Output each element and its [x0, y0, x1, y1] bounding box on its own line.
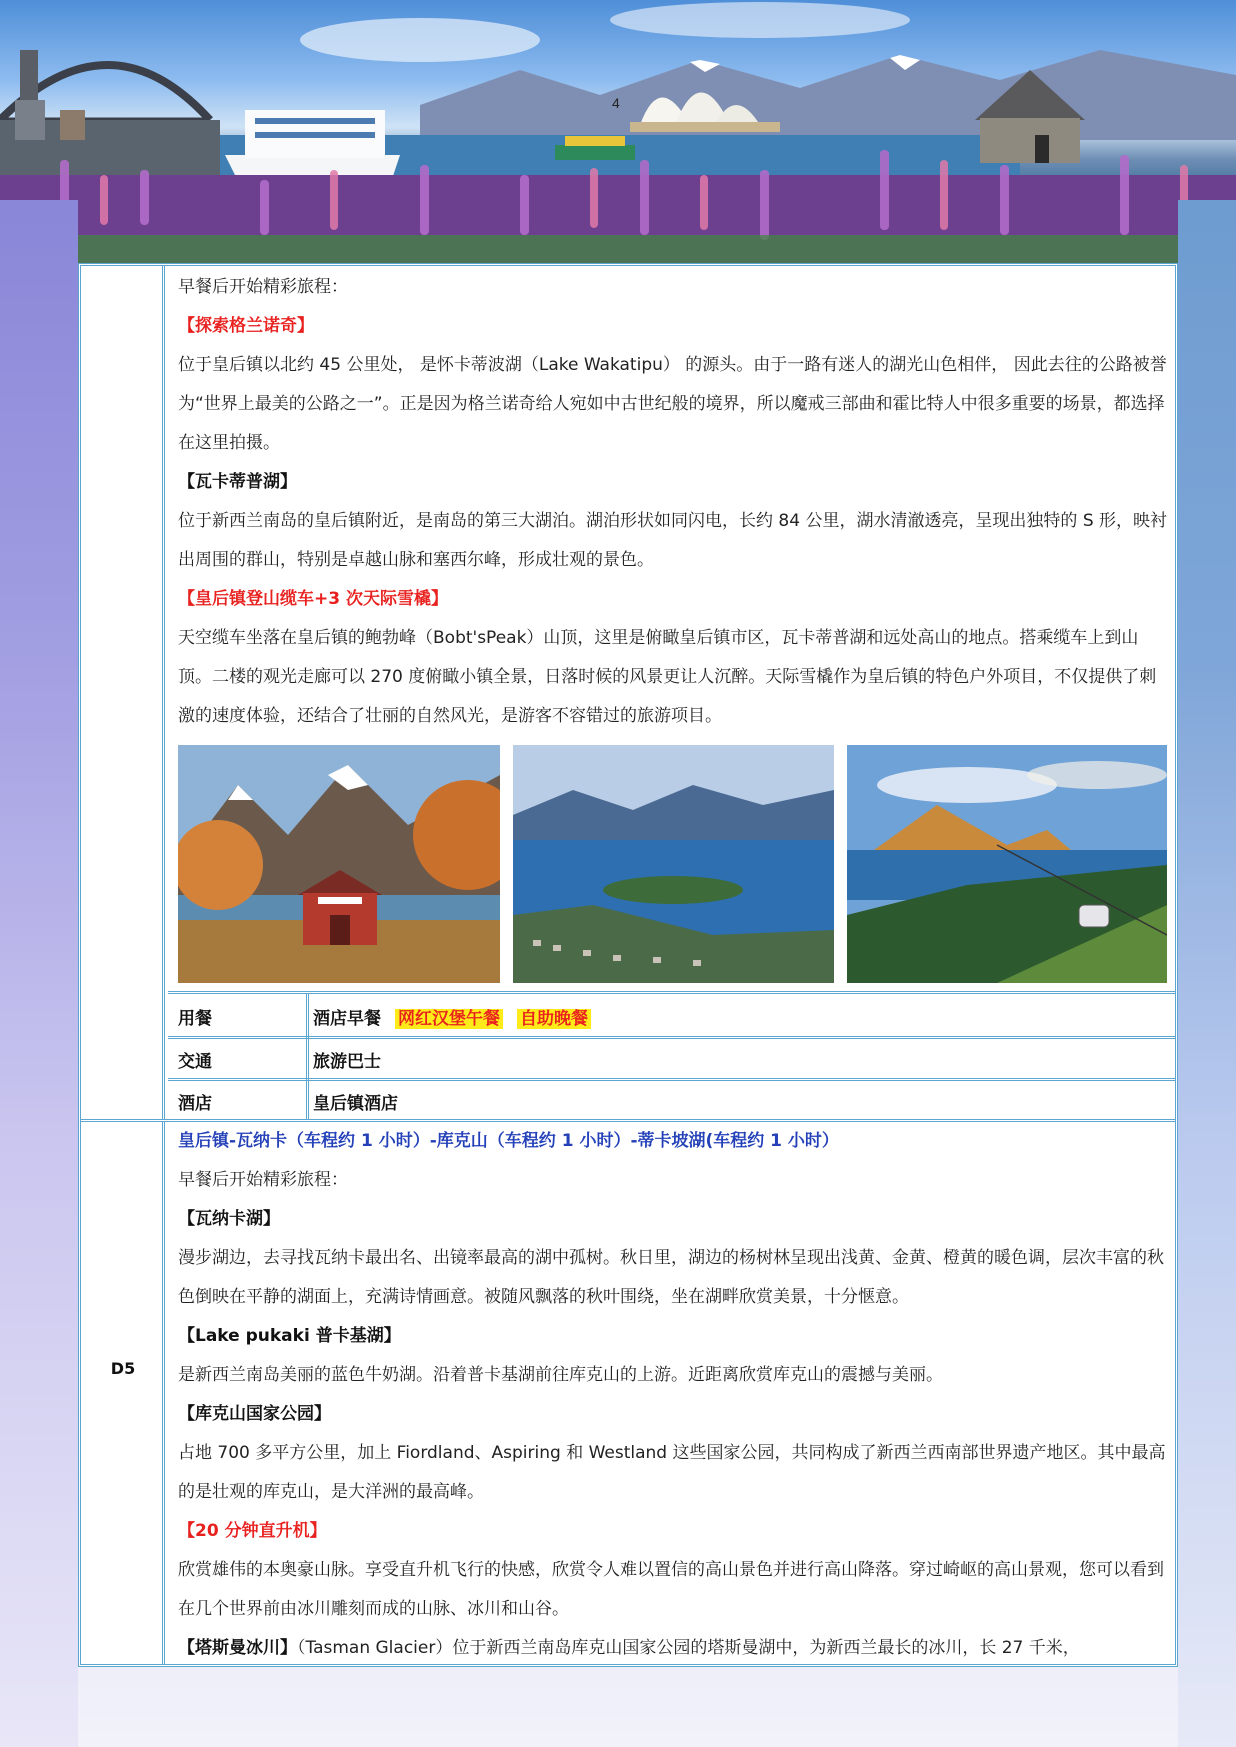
day5-column — [81, 1122, 165, 1664]
section-text-tasman: （Tasman Glacier）位于新西兰南岛库克山国家公园的塔斯曼湖中，为新西兰最长的冰川，长 27 千米， — [297, 1638, 1080, 1658]
section-tasman-glacier — [178, 1629, 1168, 1668]
section-text-helicopter: 欣赏雄伟的本奥豪山脉。享受直升机飞行的快感，欣赏令人难以置信的高山景色并进行高山降落。穿过崎岖的高山景观，您可以看到在几个世界前由冰川雕刻而成的山脉、冰川和山谷。 — [178, 1560, 1164, 1619]
section-title-wakatipu: 【瓦卡蒂普湖】 — [178, 472, 297, 492]
transport-row — [168, 1039, 1175, 1079]
section-title-helicopter: 【20 分钟直升机】 — [178, 1521, 327, 1541]
section-title-glenorchy: 【探索格兰诺奇】 — [178, 316, 314, 336]
prev-day-intro: 早餐后开始精彩旅程： — [178, 277, 348, 297]
day5-route: 皇后镇-瓦纳卡（车程约 1 小时）-库克山（车程约 1 小时）-蒂卡坡湖(车程约 1 小时） — [178, 1131, 839, 1151]
section-title-mount-cook: 【库克山国家公园】 — [178, 1404, 331, 1424]
hotel-row — [168, 1081, 1175, 1119]
section-text-wanaka: 漫步湖边，去寻找瓦纳卡最出名、出镜率最高的湖中孤树。秋日里，湖边的杨树林呈现出浅黄、金黄、橙黄的暖色调，层次丰富的秋色倒映在平静的湖面上，充满诗情画意。被随风飘落的秋叶围绕，坐在湖畔欣赏美景，十分惬意。 — [178, 1248, 1164, 1307]
day5-label: D5 — [110, 1359, 136, 1378]
day5-intro: 早餐后开始精彩旅程： — [178, 1170, 348, 1190]
transport-label: 交通 — [178, 1052, 212, 1072]
right-decorative-band — [1178, 200, 1236, 1747]
page-number: 4 — [612, 95, 620, 111]
hotel-label: 酒店 — [178, 1094, 212, 1114]
section-title-gondola: 【皇后镇登山缆车+3 次天际雪橇】 — [178, 589, 448, 609]
section-text-wakatipu: 位于新西兰南岛的皇后镇附近，是南岛的第三大湖泊。湖泊形状如同闪电，长约 84 公里，湖水清澈透亮，呈现出独特的 S 形，映衬出周围的群山，特别是卓越山脉和塞西尔峰，形成壮观的景色。 — [178, 511, 1168, 570]
prev-day-column — [81, 266, 165, 1119]
section-title-pukaki: 【Lake pukaki 普卡基湖】 — [178, 1326, 401, 1346]
section-title-wanaka: 【瓦纳卡湖】 — [178, 1209, 280, 1229]
section-title-tasman: 【塔斯曼冰川】 — [178, 1638, 297, 1658]
photo-glenorchy-shed — [178, 745, 500, 983]
section-text-glenorchy: 位于皇后镇以北约 45 公里处， 是怀卡蒂波湖（Lake Wakatipu） 的源头。由于一路有迷人的湖光山色相伴， 因此去往的公路被誉为“世界上最美的公路之一”。正是因为格兰诺奇给人宛如中古世纪般的境界，所以魔戒三部曲和霍比特人中很多重要的场景，都选择在这里拍摄。 — [178, 355, 1167, 453]
photo-queenstown-lake — [513, 745, 834, 983]
meal-dinner-highlight: 自助晚餐 — [517, 1009, 591, 1029]
scenic-collage-illustration — [0, 0, 1236, 265]
meal-row — [168, 994, 1175, 1036]
meal-value — [313, 1004, 591, 1029]
meal-breakfast: 酒店早餐 — [313, 1009, 381, 1029]
section-text-gondola: 天空缆车坐落在皇后镇的鲍勃峰（Bobt'sPeak）山顶，这里是俯瞰皇后镇市区，瓦卡蒂普湖和远处高山的地点。搭乘缆车上到山顶。二楼的观光走廊可以 270 度俯瞰小镇全景，日落时候的风景更让人沉醉。天际雪橇作为皇后镇的特色户外项目，不仅提供了刺激的速度体验，还结合了壮丽的自然风光，是游客不容错过的旅游项目。 — [178, 628, 1157, 726]
meal-label: 用餐 — [178, 1009, 212, 1029]
hotel-value: 皇后镇酒店 — [313, 1094, 398, 1114]
section-text-pukaki: 是新西兰南岛美丽的蓝色牛奶湖。沿着普卡基湖前往库克山的上游。近距离欣赏库克山的震撼与美丽。 — [178, 1365, 943, 1385]
itinerary-table — [78, 263, 1178, 1667]
transport-value: 旅游巴士 — [313, 1052, 381, 1072]
header-banner-photo — [0, 0, 1236, 265]
meal-lunch-highlight: 网红汉堡午餐 — [395, 1009, 503, 1029]
left-decorative-band — [0, 200, 78, 1747]
section-text-mount-cook: 占地 700 多平方公里，加上 Fiordland、Aspiring 和 Westland 这些国家公园，共同构成了新西兰西南部世界遗产地区。其中最高的是壮观的库克山，是大洋洲的最高峰。 — [178, 1443, 1166, 1502]
photo-gondola-view — [847, 745, 1167, 983]
